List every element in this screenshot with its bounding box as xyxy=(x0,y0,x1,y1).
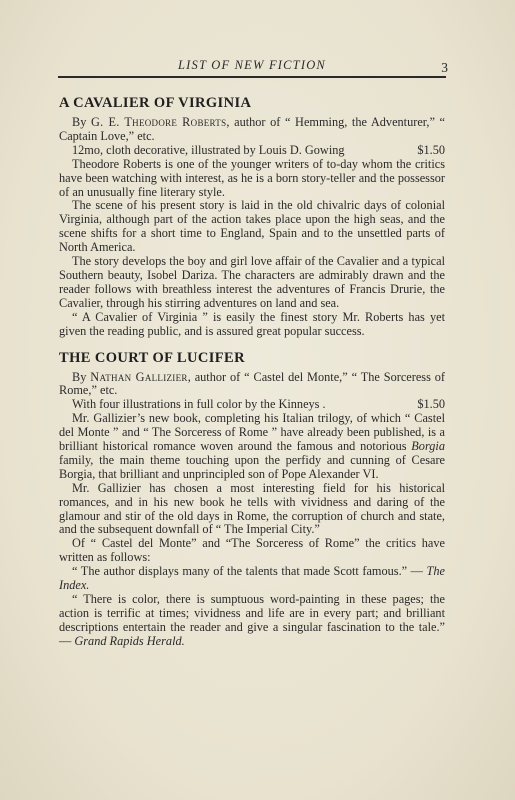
description-paragraph: Of “ Castel del Monte” and “The Sorceress of Rome” the critics have written as follows: xyxy=(59,536,445,565)
description-paragraph: The story develops the boy and girl love affair of the Cavalier and a typical Southern beauty, Isobel Dariza. The characters are admirably drawn and the reader follows with breathless interest the adventures of Francis Drurie, the Cavalier, through his stirring adventures on land and sea. xyxy=(59,254,445,310)
byline-prefix: By xyxy=(72,115,87,129)
entry-byline xyxy=(59,116,445,144)
paragraph-text: Mr. Gallizier’s new book, completing his Italian trilogy, of which “ Castel del Monte ” and “ The Sorceress of Rome ” have already been published, is a brilliant historical romance woven around the famous and notorious xyxy=(59,411,445,454)
section-gap xyxy=(59,339,445,349)
page-content xyxy=(59,94,445,649)
description-paragraph: “ A Cavalier of Virginia ” is easily the finest story Mr. Roberts has yet given the reading public, and is assured great popular success. xyxy=(59,309,445,338)
description-paragraph: Mr. Gallizier has chosen a most interesting field for his historical romances, and in his new book he tells with vividness and daring of the glamour and stir of the old days in Rome, the corruption of church and state, and the subsequent downfall of “ The Imperial City.” xyxy=(59,480,445,537)
author-name: G. E. Theodore Roberts xyxy=(90,115,227,129)
description-paragraph: The scene of his present story is laid in the old chivalric days of colonial Virginia, although part of the action takes place upon the high seas, and the scene shifts for a short time to England, Spain and to the unsettled parts of North America. xyxy=(59,198,445,255)
paragraph-text: family, the main theme touching upon the perfidy and cunning of Cesare Borgia, that brilliant and unprincipled son of Pope Alexander VI. xyxy=(59,452,445,481)
quote-text: “ The author displays many of the talents that made Scott famous.” — xyxy=(72,564,427,579)
format-text: With four illustrations in full color by the Kinneys . xyxy=(72,397,326,412)
quote-text: “ There is color, there is sumptuous word-painting in these pages; the action is terrific at times; vividness and life are in every part; and brilliant descriptions entertain the reader and give a singular fascination to the tale.” — xyxy=(59,592,445,648)
running-title: LIST OF NEW FICTION xyxy=(178,58,326,72)
byline-suffix: , author of “ Castel del Monte,” “ The Sorceress of Rome,” etc. xyxy=(59,369,445,398)
review-quote xyxy=(59,593,445,649)
entry-title: THE COURT OF LUCIFER xyxy=(59,349,245,366)
page-number: 3 xyxy=(441,60,448,75)
byline-prefix: By xyxy=(72,369,87,384)
book-entry-court-of-lucifer xyxy=(59,349,445,649)
author-name: Nathan Gallizier xyxy=(90,369,188,384)
quote-source: Grand Rapids Herald. xyxy=(74,633,185,648)
price: $1.50 xyxy=(417,142,445,157)
running-head xyxy=(58,56,446,76)
entry-byline xyxy=(59,371,445,399)
review-quote xyxy=(59,565,445,593)
header-rule xyxy=(58,76,446,78)
entry-title: A CAVALIER OF VIRGINIA xyxy=(59,95,252,111)
description-paragraph: Theodore Roberts is one of the younger writers of to-day whom the critics have been watching with interest, as he is a born story-teller and the possessor of an unusually fine literary style. xyxy=(59,156,445,199)
byline-suffix: , author of “ Hemming, the Adventurer,” “ Captain Love,” etc. xyxy=(59,115,445,143)
format-price-line xyxy=(59,398,445,412)
book-entry-cavalier-of-virginia xyxy=(59,94,445,339)
quote-source: The Index. xyxy=(59,564,445,593)
emphasis-borgia: Borgia xyxy=(411,439,445,454)
description-paragraph xyxy=(59,412,445,482)
format-text: 12mo, cloth decorative, illustrated by Louis D. Gowing xyxy=(72,142,345,157)
format-price-line xyxy=(59,144,445,158)
price: $1.50 xyxy=(417,397,445,412)
